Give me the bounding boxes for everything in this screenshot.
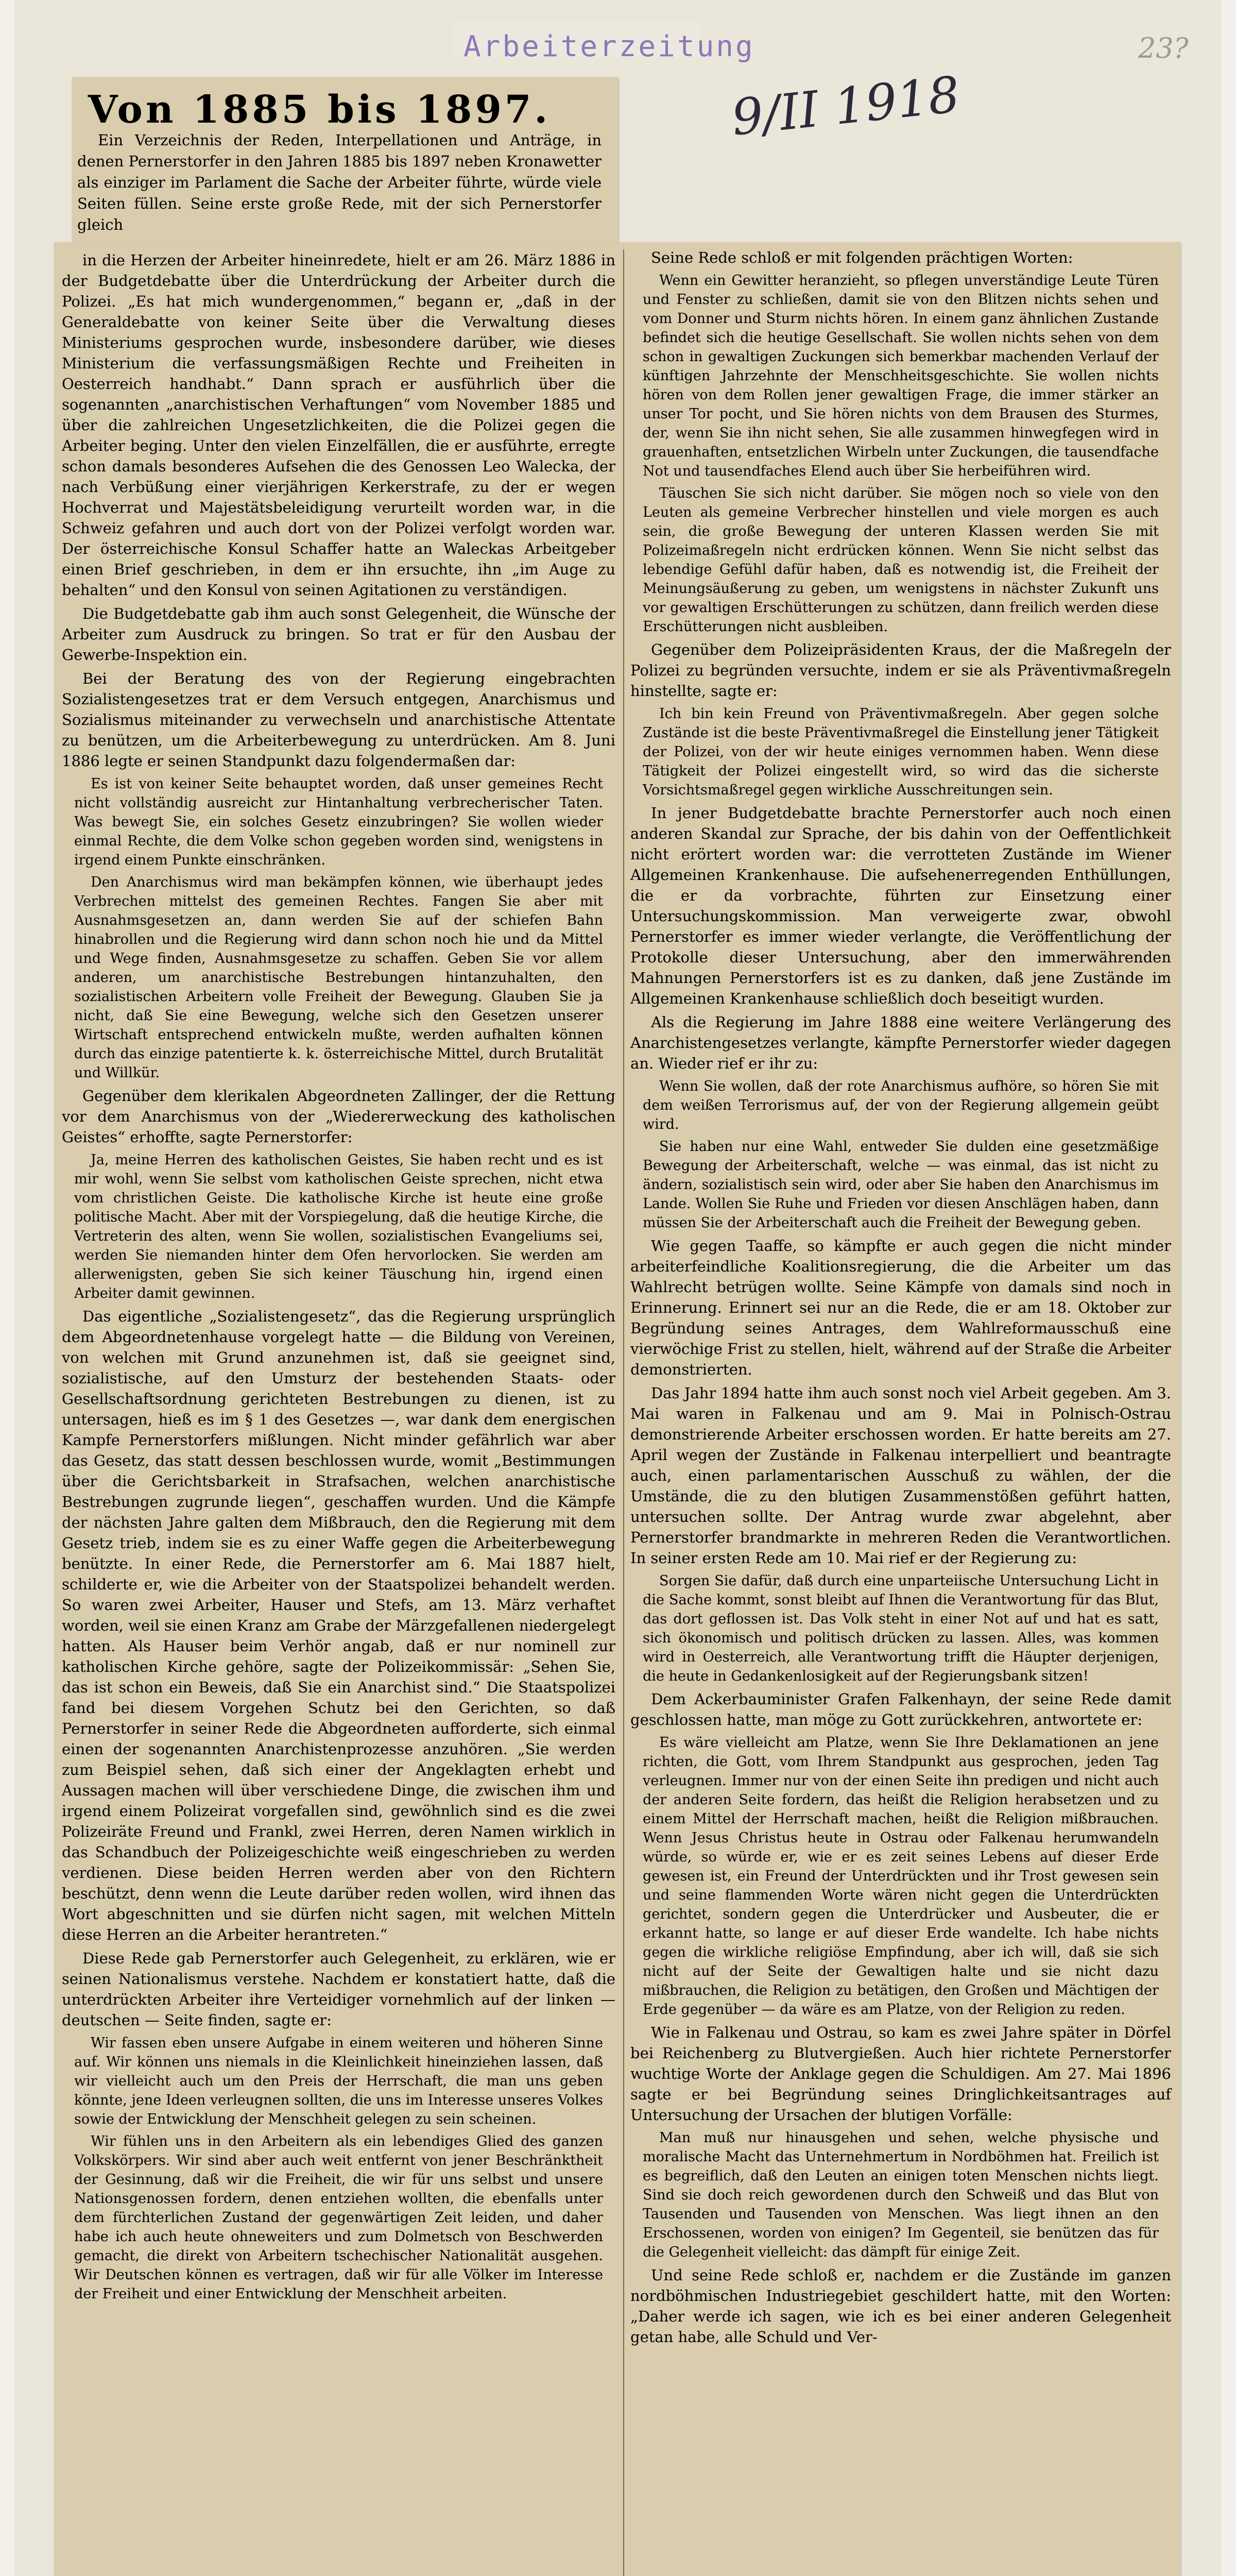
paragraph: Bei der Beratung des von der Regierung eingebrachten Sozialistengesetzes trat er dem Versuch entgegen, Anarchismus und Sozialismus miteinander zu verwechseln und anarchistische Attentate zu benützen, um die Arbeiterbewegung zu unterdrücken. Am 8. Juni 1886 legte er seinen Standpunkt dazu folgendermaßen dar: xyxy=(62,670,615,770)
quote-block xyxy=(630,1571,1171,1686)
quote-paragraph: Es ist von keiner Seite behauptet worden, daß unser gemeines Recht nicht vollständig ausreicht zur Hintanhaltung verbrecherischer Taten. Was bewegt Sie, ein solches Gesetz einzubringen? Sie wollen wieder einmal Rechte, die dem Volke schon gegeben worden sind, wenigstens in irgend einem Punkte einschränken. xyxy=(74,776,603,868)
quote-paragraph: Wenn Sie wollen, daß der rote Anarchismus aufhöre, so hören Sie mit dem weißen Terrorismus auf, der von der Regierung allgemein geübt wird. xyxy=(643,1078,1159,1132)
quote-block xyxy=(630,2128,1171,2262)
left-column xyxy=(62,250,615,2307)
quote-paragraph: Täuschen Sie sich nicht darüber. Sie mögen noch so viele von den Leuten als gemeine Verbrecher hinstellen und viele morgen es auch sein, die große Bewegung der unteren Klassen werden Sie mit Polizeimaßregeln nicht erdrücken können. Wenn Sie nicht selbst das lebendige Gefühl dafür haben, daß es notwendig ist, die Freiheit der Meinungsäußerung zu geben, um wenigstens in nächster Zukunft uns vor gewaltigen Erschütterungen zu schützen, dann freilich werden diese Erschütterungen nicht ausbleiben. xyxy=(643,485,1159,635)
paragraph: Dem Ackerbauminister Grafen Falkenhayn, der seine Rede damit geschlossen hatte, man möge zu Gott zurückkehren, antwortete er: xyxy=(630,1690,1171,1728)
quote-block xyxy=(62,774,615,1082)
quote-paragraph: Wenn ein Gewitter heranzieht, so pflegen unverständige Leute Türen und Fenster zu schließen, damit sie von den Blitzen nichts sehen und vom Donner und Sturm nichts hören. In einem ganz ähnlichen Zustande befindet sich die heutige Gesellschaft. Sie wollen nichts sehen von dem schon in gewaltigen Zuckungen sich bemerkbar machenden Verlauf der künftigen Jahrzehnte der Menschheitsgeschichte. Sie wollen nichts hören von dem Rollen jener gewaltigen Frage, die immer stärker an unser Tor pocht, und Sie hören nichts von dem Brausen des Sturmes, der, wenn Sie ihn nicht sehen, Sie alle zusammen hinwegfegen wird in grauenhaften, entsetzlichen Wirbeln unter Zuckungen, die tausendfache Not und tausendfaches Elend auch über Sie herbeiführen wird. xyxy=(643,273,1159,479)
paragraph: Seine Rede schloß er mit folgenden prächtigen Worten: xyxy=(651,249,1073,266)
quote-paragraph: Sie haben nur eine Wahl, entweder Sie dulden eine gesetzmäßige Bewegung der Arbeiterschaft, welche — was einmal, das ist nicht zu ändern, sozialistisch sein wird, oder aber Sie haben den Anarchismus im Lande. Wollen Sie Ruhe und Frieden vor diesen Anschlägen haben, dann müssen Sie der Arbeiterschaft auch die Freiheit der Bewegung geben. xyxy=(643,1139,1159,1231)
paragraph: Gegenüber dem Polizeipräsidenten Kraus, der die Maßregeln der Polizei zu begründen versuchte, indem er sie als Präventivmaßregeln hinstellte, sagte er: xyxy=(630,641,1171,700)
newspaper-stamp: Arbeiterzeitung xyxy=(464,30,755,63)
quote-block xyxy=(630,271,1171,636)
paragraph: Diese Rede gab Pernerstorfer auch Gelegenheit, zu erklären, wie er seinen Nationalismus verstehe. Nachdem er konstatiert hatte, daß die unterdrückten Arbeiter ihre Verteidiger vornehmlich auf der linken — deutschen — Seite finden, sagte er: xyxy=(62,1950,615,2029)
quote-block xyxy=(62,1150,615,1303)
quote-paragraph: Es wäre vielleicht am Platze, wenn Sie Ihre Deklamationen an jene richten, die Gott, vom Ihrem Standpunkt aus gesprochen, jeden Tag verleugnen. Immer nur von der einen Seite ihn predigen und nicht auch der anderen Seite fordern, das heißt die Religion herabsetzen und zu einem Mittel der Herrschaft machen, heißt die Religion mißbrauchen. Wenn Jesus Christus heute in Ostrau oder Falkenau herumwandeln würde, so würde er, wie er es zeit seines Lebens auf dieser Erde gewesen ist, ein Freund der Unterdrückten und ihr Trost gewesen sein und seine flammenden Worte wären nicht gegen die Unterdrückten gerichtet, sondern gegen die Unterdrücker und Ausbeuter, die er erkannt hatte, so lange er auf dieser Erde wandelte. Ich habe nichts gegen die wirkliche religiöse Empfindung, aber ich will, daß sie sich nicht auf der Seite der Gewaltigen halte und sie nicht dazu mißbrauchen, die Religion zu betätigen, den Großen und Mächtigen der Erde gegenüber — da wäre es am Platze, von der Religion zu reden. xyxy=(643,1735,1159,2018)
quote-block xyxy=(630,704,1171,800)
paragraph: in die Herzen der Arbeiter hineinredete, hielt er am 26. März 1886 in der Budgetdebatte über die Unterdrückung der Arbeiter durch die Polizei. „Es hat mich wundergenommen,“ begann er, „daß in der Generaldebatte von keiner Seite über die Verwaltung dieses Ministeriums gesprochen wurde, insbesondere darüber, wie dieses Ministerium die verfassungsmäßigen Rechte und Freiheiten in Oesterreich handhabt.“ Dann sprach er ausführlich über die sogenannten „anarchistischen Verhaftungen“ vom November 1885 und über die zahlreichen Ungesetzlichkeiten, die die Polizei gegen die Arbeiter beging. Unter den vielen Einzelfällen, die er ausführte, erregte schon damals besonderes Aufsehen die des Genossen Leo Walecka, der nach Verbüßung einer vierjährigen Kerkerstrafe, zu der er wegen Hochverrat und Majestätsbeleidigung verurteilt worden war, in die Schweiz gefahren und auch dort von der Polizei verfolgt worden war. Der österreichische Konsul Schaffer hatte an Waleckas Arbeitgeber einen Brief geschrieben, in dem er ihn ersuchte, ihn „im Auge zu behalten“ und den Konsul von seinen Agitationen zu verständigen. xyxy=(62,251,615,599)
quote-block xyxy=(62,2033,615,2303)
quote-paragraph: Wir fühlen uns in den Arbeitern als ein lebendiges Glied des ganzen Volkskörpers. Wir sind aber auch weit entfernt von jener Beschränktheit der Gesinnung, daß wir die Freiheit, die wir für uns selbst und unsere Nationsgenossen fordern, denen entziehen wollten, die ebenfalls unter dem fürchterlichen Zustand der gegenwärtigen Zeit leiden, und daher habe ich auch heute ohneweiters und zum Dolmetsch von Beschwerden gemacht, die direkt von Arbeitern tschechischer Nationalität ausgehen. Wir Deutschen können es vertragen, daß wir für alle Völker im Interesse der Freiheit und einer Entwicklung der Menschheit arbeiten. xyxy=(74,2133,603,2302)
intro-paragraph: Ein Verzeichnis der Reden, Interpellationen und Anträge, in denen Pernerstorfer in den Jahren 1885 bis 1897 neben Kronawetter als einziger im Parlament die Sache der Arbeiter führte, würde viele Seiten füllen. Seine erste große Rede, mit der sich Pernerstorfer gleich xyxy=(77,131,602,233)
paragraph: Als die Regierung im Jahre 1888 eine weitere Verlängerung des Anarchistengesetzes verlangte, kämpfte Pernerstorfer wieder dagegen an. Wieder rief er ihr zu: xyxy=(630,1013,1171,1072)
right-column xyxy=(630,247,1171,2350)
paragraph: Wie gegen Taaffe, so kämpfte er auch gegen die nicht minder arbeiterfeindliche Koalitionsregierung, die die Arbeiter um das Wahlrecht betrügen wollte. Seine Kämpfe von damals sind noch in Erinnerung. Erinnert sei nur an die Rede, die er am 18. Oktober zur Begründung seines Antrages, dem Wahlreformausschuß eine vierwöchige Frist zu stellen, hielt, während auf der Straße die Arbeiter demonstrierten. xyxy=(630,1237,1171,1378)
quote-paragraph: Wir fassen eben unsere Aufgabe in einem weiteren und höheren Sinne auf. Wir können uns niemals in die Kleinlichkeit hineinziehen lassen, daß wir vielleicht auch um den Preis der Herrschaft, die man uns geben könnte, jene Ideen verleugnen sollten, die uns im Interesse unseres Volkes sowie der Entwicklung der Menschheit gelegen zu sein scheinen. xyxy=(74,2035,603,2127)
quote-paragraph: Ich bin kein Freund von Präventivmaßregeln. Aber gegen solche Zustände ist die beste Präventivmaßregel die Einstellung jener Tätigkeit der Polizei, von der wir heute einiges vernommen haben. Wenn diese Tätigkeit der Polizei eingestellt wird, so wird das die sicherste Vorsichtsmaßregel gegen wirkliche Ausschreitungen sein. xyxy=(643,706,1159,798)
paragraph: Die Budgetdebatte gab ihm auch sonst Gelegenheit, die Wünsche der Arbeiter zum Ausdruck zu bringen. So trat er für den Ausbau der Gewerbe-Inspektion ein. xyxy=(62,605,615,664)
paragraph: In jener Budgetdebatte brachte Pernerstorfer auch noch einen anderen Skandal zur Sprache, der bis dahin von der Oeffentlichkeit nicht erörtert worden war: die verrotteten Zustände im Wiener Allgemeinen Krankenhause. Die aufsehenerregenden Enthüllungen, die er da vorbrachte, führten zur Einsetzung einer Untersuchungskommission. Man verweigerte zwar, obwohl Pernerstorfer es immer wieder verlangte, die Veröffentlichung der Protokolle dieser Untersuchung, aber den immerwährenden Mahnungen Pernerstorfers ist es zu danken, daß jene Zustände im Allgemeinen Krankenhause schließlich doch beseitigt wurden. xyxy=(630,804,1171,1007)
quote-block xyxy=(630,1077,1171,1232)
handwritten-date: 9/II 1918 xyxy=(729,65,963,147)
paragraph: Gegenüber dem klerikalen Abgeordneten Zallinger, der die Rettung vor dem Anarchismus von der „Wiedererweckung des katholischen Geistes“ erhoffte, sagte Pernerstorfer: xyxy=(62,1087,615,1146)
article-intro xyxy=(77,130,602,239)
paragraph: Wie in Falkenau und Ostrau, so kam es zwei Jahre später in Dörfel bei Reichenberg zu Blutvergießen. Auch hier richtete Pernerstorfer wuchtige Worte der Anklage gegen die Schuldigen. Am 27. Mai 1896 sagte er bei Begründung seines Dringlichkeitsantrages auf Untersuchung der Ursachen der blutigen Vorfälle: xyxy=(630,2024,1171,2124)
quote-paragraph: Sorgen Sie dafür, daß durch eine unparteiische Untersuchung Licht in die Sache kommt, sonst bleibt auf Ihnen die Verantwortung für das Blut, das dort geflossen ist. Das Volk steht in einer Not auf und hat es satt, sich ökonomisch und politisch drücken zu lassen. Alles, was kommen wird in Oesterreich, alle Verantwortung trifft die Häupter derjenigen, die heute in Gedankenlosigkeit auf der Regierungsbank sitzen! xyxy=(643,1573,1159,1684)
quote-paragraph: Den Anarchismus wird man bekämpfen können, wie überhaupt jedes Verbrechen mittelst des gemeinen Rechtes. Fangen Sie aber mit Ausnahmsgesetzen an, dann werden Sie auf der schiefen Bahn hinabrollen und die Regierung wird dann schon noch hie und da Mittel und Wege finden, Ausnahmsgesetze zu schaffen. Geben Sie vor allem anderen, um anarchistische Bestrebungen hintanzuhalten, den sozialistischen Arbeitern volle Freiheit der Bewegung. Glauben Sie ja nicht, daß Sie eine Bewegung, welche sich den Gesetzen unserer Wirtschaft entsprechend entwickeln mußte, werden aufhalten können durch das einzige patentierte k. k. österreichische Mittel, durch Brutalität und Willkür. xyxy=(74,874,603,1081)
quote-paragraph: Man muß nur hinausgehen und sehen, welche physische und moralische Macht das Unternehmertum in Nordböhmen hat. Freilich ist es begreiflich, daß den Leuten an einigen toten Menschen nichts liegt. Sind sie doch reich gewordenen durch den Schweiß und das Blut von Tausenden und Tausenden von Menschen. Was liegt ihnen an den Erschossenen, worden von einigen? Im Gegenteil, sie benützen das für die Gelegenheit vielleicht: das dämpft für einige Zeit. xyxy=(643,2130,1159,2260)
quote-paragraph: Ja, meine Herren des katholischen Geistes, Sie haben recht und es ist mir wohl, wenn Sie selbst vom katholischen Geiste sprechen, nicht etwa vom christlichen Geiste. Die katholische Kirche ist heute eine große politische Macht. Aber mit der Vorspiegelung, daß die heutige Kirche, die Vertreterin des alten, wenn Sie wollen, sozialistischen Evangeliums sei, werden Sie niemanden hinter dem Ofen hervorlocken. Sie werden am allerwenigsten, geben Sie sich keiner Täuschung hin, irgend einen Arbeiter damit gewinnen. xyxy=(74,1152,603,1301)
paragraph: Das eigentliche „Sozialistengesetz“, das die Regierung ursprünglich dem Abgeordnetenhause vorgelegt hatte — die Bildung von Vereinen, von welchen mit Grund anzunehmen ist, daß sie geeignet sind, sozialistische, auf den Umsturz der bestehenden Staats- oder Gesellschaftsordnung gerichteten Bestrebungen zu dienen, ist zu untersagen, hieß es im § 1 des Gesetzes —, war dank dem energischen Kampfe Pernerstorfers mißlungen. Nicht minder gefährlich war aber das Gesetz, das statt dessen beschlossen wurde, womit „Bestimmungen über die Gerichtsbarkeit in Strafsachen, welchen anarchistische Bestrebungen zugrunde liegen“, geschaffen wurden. Und die Kämpfe der nächsten Jahre galten dem Mißbrauch, den die Regierung mit dem Gesetz trieb, indem sie es zu einer Waffe gegen die Arbeiterbewegung benützte. In einer Rede, die Pernerstorfer am 6. Mai 1887 hielt, schilderte er, wie die Arbeiter von der Staatspolizei behandelt werden. So waren zwei Arbeiter, Hauser und Stefs, am 13. März verhaftet worden, weil sie einen Kranz am Grabe der Märzgefallenen niedergelegt hatten. Als Hauser beim Verhör angab, daß er nur nominell zur katholischen Kirche gehöre, sagte der Polizeikommissär: „Sehen Sie, das ist schon ein Beweis, daß Sie ein Anarchist sind.“ Die Staatspolizei fand bei diesem Vorgehen Schutz bei den Gerichten, so daß Pernerstorfer in seiner Rede die Abgeordneten aufforderte, sich einmal einen der sogenannten Anarchistenprozesse anzuhören. „Sie werden zum Beispiel sehen, daß sich einer der Angeklagten erhebt und Aussagen machen will über verschiedene Dinge, die zwischen ihm und irgend einem Polizeirat vorgefallen sind, gewöhnlich sind es die zwei Polizeiräte Freund und Frankl, zwei Herren, deren Namen wirklich in das Schandbuch der Polizeigeschichte weiß eingeschrieben zu werden verdienen. Diese beiden Herren werden aber von den Richtern beschützt, denn wenn die Leute darüber reden wollen, wird ihnen das Wort abgeschnitten und sie dürfen nicht sagen, mit welchen Mitteln diese Herren an die Arbeiter herantreten.“ xyxy=(62,1308,615,1943)
paragraph: Und seine Rede schloß er, nachdem er die Zustände im ganzen nordböhmischen Industriegebiet geschildert hatte, mit den Worten: „Daher werde ich sagen, wie ich es bei einer anderen Gelegenheit getan habe, alle Schuld und Ver- xyxy=(630,2266,1171,2346)
quote-block xyxy=(630,1733,1171,2019)
paragraph: Das Jahr 1894 hatte ihm auch sonst noch viel Arbeit gegeben. Am 3. Mai waren in Falkenau und am 9. Mai in Polnisch-Ostrau demonstrierende Arbeiter erschossen worden. Er hatte bereits am 27. April wegen der Zustände in Falkenau interpelliert und beantragte auch, einen parlamentarischen Ausschuß zu wählen, der die Umstände, die zu den blutigen Zusammenstößen geführt hatten, untersuchen sollte. Der Antrag wurde zwar abgelehnt, aber Pernerstorfer brandmarkte in mehreren Reden die Verantwortlichen. In seiner ersten Rede am 10. Mai rief er der Regierung zu: xyxy=(630,1384,1171,1567)
article-title: Von 1885 bis 1897. xyxy=(88,88,551,132)
page-number-note: 23? xyxy=(1138,32,1189,64)
